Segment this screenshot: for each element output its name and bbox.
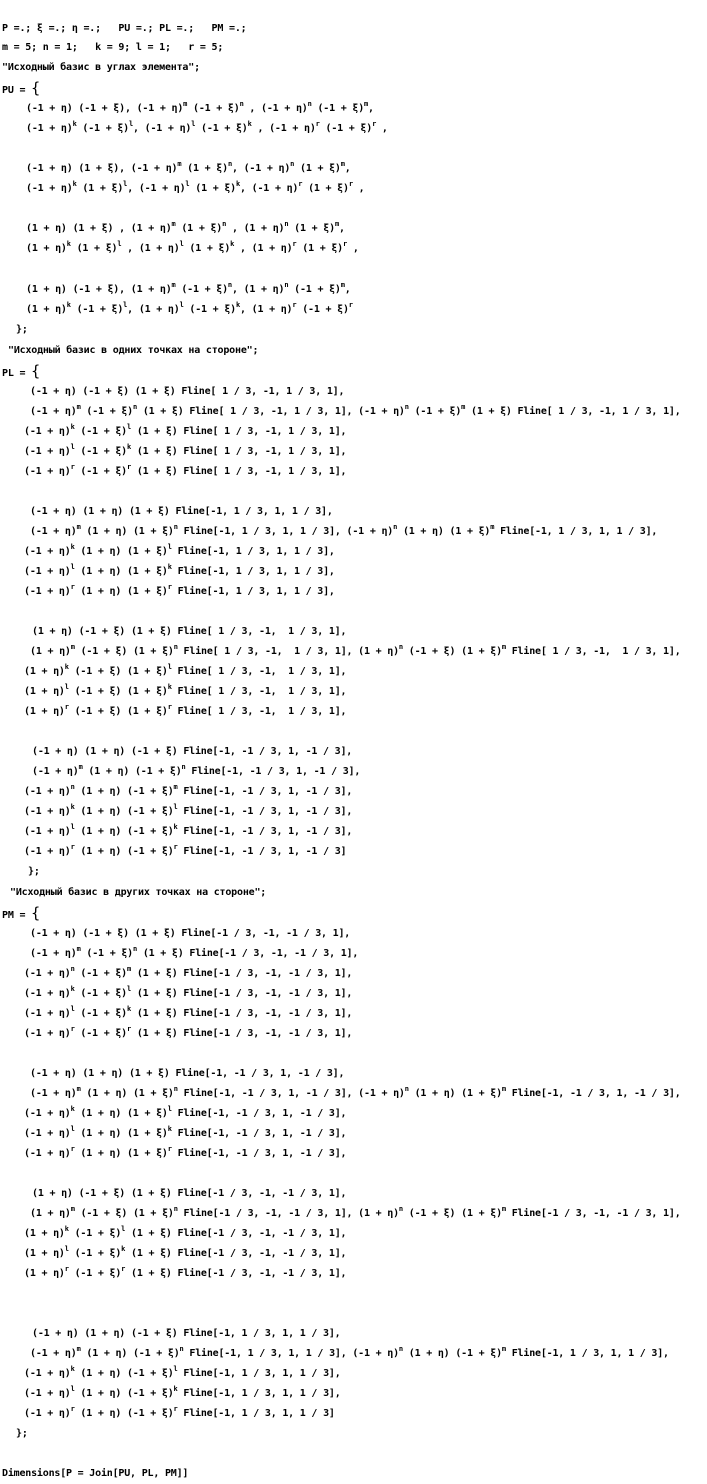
code-line: $(-1 + \eta)^l$ $(-1 + \xi)^k$ (1 + ξ) Fline[-1 / 3, -1, -1 / 3, 1], [24, 1004, 353, 1019]
code-line: $(-1 + \eta)^l$ $(-1 + \xi)^k$ (1 + ξ) Fline[ 1 / 3, -1, 1 / 3, 1], [24, 442, 347, 457]
code-line: $(-1 + \eta)^k$ $(-1 + \xi)^l$, $(-1 + \eta)^l$ $(-1 + \xi)^k$ , $(-1 + \eta)^r$ $(-1 + \xi)^r$ , [26, 119, 388, 134]
code-line: PU = { [2, 79, 40, 97]
code-line: "Исходный базис в других точках на стороне"; [10, 887, 267, 898]
code-line: $(-1 + \eta)^k$ (1 + η) $(-1 + \xi)^l$ Fline[-1, -1 / 3, 1, -1 / 3], [24, 802, 353, 817]
code-line: $(-1 + \eta)^r$ (1 + η) $(-1 + \xi)^r$ Fline[-1, 1 / 3, 1, 1 / 3] [24, 1404, 335, 1419]
code-line: $(-1 + \eta)^m$ (1 + η) $(-1 + \xi)^n$ Fline[-1, 1 / 3, 1, 1 / 3], $(-1 + \eta)^n$ (1 + η) $(-1 + \xi)^m$ Fline[-1, 1 / 3, 1, 1 / 3], [30, 1344, 669, 1359]
code-line: $(-1 + \eta)^k$ $(-1 + \xi)^l$ (1 + ξ) Fline[-1 / 3, -1, -1 / 3, 1], [24, 984, 353, 999]
code-line: (-1 + η) (-1 + ξ) (1 + ξ) Fline[-1 / 3, -1, -1 / 3, 1], [30, 928, 351, 939]
code-line: $(-1 + \eta)^m$ (1 + η) $(1 + \xi)^n$ Fline[-1, -1 / 3, 1, -1 / 3], $(-1 + \eta)^n$ (1 + η) $(1 + \xi)^m$ Fline[-1, -1 / 3, 1, -1 / 3], [30, 1084, 681, 1099]
code-line: m = 5; n = 1; k = 9; l = 1; r = 5; [2, 42, 224, 53]
code-line: $(1 + \eta)^m$ (-1 + ξ) $(1 + \xi)^n$ Fline[-1 / 3, -1, -1 / 3, 1], $(1 + \eta)^n$ (-1 + ξ) $(1 + \xi)^m$ Fline[-1 / 3, -1, -1 / 3, 1], [30, 1204, 681, 1219]
code-line: $(1 + \eta)^r$ $(-1 + \xi)^r$ (1 + ξ) Fline[-1 / 3, -1, -1 / 3, 1], [24, 1264, 347, 1279]
code-line: (-1 + η) (1 + η) (-1 + ξ) Fline[-1, 1 / 3, 1, 1 / 3], [32, 1328, 341, 1339]
code-line: $(1 + \eta)^l$ $(-1 + \xi)^k$ (1 + ξ) Fline[-1 / 3, -1, -1 / 3, 1], [24, 1244, 347, 1259]
code-line: }; [16, 324, 28, 335]
code-line: $(-1 + \eta)^l$ (1 + η) $(-1 + \xi)^k$ Fline[-1, 1 / 3, 1, 1 / 3], [24, 1384, 341, 1399]
code-line: }; [16, 1428, 28, 1439]
code-line: $(-1 + \eta)^m$ $(-1 + \xi)^n$ (1 + ξ) Fline[ 1 / 3, -1, 1 / 3, 1], $(-1 + \eta)^n$ $(-1 + \xi)^m$ (1 + ξ) Fline[ 1 / 3, -1, 1 / 3, 1], [30, 402, 681, 417]
code-line: $(-1 + \eta)^k$ (1 + η) $(1 + \xi)^l$ Fline[-1, -1 / 3, 1, -1 / 3], [24, 1104, 347, 1119]
code-line: $(-1 + \eta)^m$ (1 + η) $(-1 + \xi)^n$ Fline[-1, -1 / 3, 1, -1 / 3], [32, 762, 361, 777]
code-line: $(1 + \eta)^l$ (-1 + ξ) $(1 + \xi)^k$ Fline[ 1 / 3, -1, 1 / 3, 1], [24, 682, 347, 697]
code-line: $(1 + \eta)^r$ (-1 + ξ) $(1 + \xi)^r$ Fline[ 1 / 3, -1, 1 / 3, 1], [24, 702, 347, 717]
code-line: (-1 + η) (-1 + ξ), $(-1 + \eta)^m$ $(-1 + \xi)^n$ , $(-1 + \eta)^n$ $(-1 + \xi)^m$, [26, 99, 374, 114]
code-line: (1 + η) (-1 + ξ) (1 + ξ) Fline[ 1 / 3, -1, 1 / 3, 1], [32, 626, 347, 637]
code-line: PL = { [2, 362, 40, 380]
code-line: $(-1 + \eta)^m$ $(-1 + \xi)^n$ (1 + ξ) Fline[-1 / 3, -1, -1 / 3, 1], [30, 944, 359, 959]
code-line: $(-1 + \eta)^k$ (1 + η) $(1 + \xi)^l$ Fline[-1, 1 / 3, 1, 1 / 3], [24, 542, 335, 557]
code-line: "Исходный базис в углах элемента"; [2, 62, 200, 73]
code-line: $(1 + \eta)^k$ $(-1 + \xi)^l$ (1 + ξ) Fline[-1 / 3, -1, -1 / 3, 1], [24, 1224, 347, 1239]
code-line: (1 + η) (-1 + ξ), $(1 + \eta)^m$ $(-1 + \xi)^n$, $(1 + \eta)^n$ $(-1 + \xi)^m$, [26, 280, 351, 295]
code-line: $(-1 + \eta)^k$ $(-1 + \xi)^l$ (1 + ξ) Fline[ 1 / 3, -1, 1 / 3, 1], [24, 422, 347, 437]
code-line: (-1 + η) (-1 + ξ) (1 + ξ) Fline[ 1 / 3, -1, 1 / 3, 1], [30, 386, 345, 397]
code-line: $(-1 + \eta)^r$ (1 + η) $(-1 + \xi)^r$ Fline[-1, -1 / 3, 1, -1 / 3] [24, 842, 347, 857]
code-line: Dimensions[P = Join[PU, PL, PM]] [2, 1468, 189, 1479]
code-line: (-1 + η) (1 + η) (1 + ξ) Fline[-1, -1 / 3, 1, -1 / 3], [30, 1068, 345, 1079]
code-line: $(-1 + \eta)^m$ (1 + η) $(1 + \xi)^n$ Fline[-1, 1 / 3, 1, 1 / 3], $(-1 + \eta)^n$ (1 + η) $(1 + \xi)^m$ Fline[-1, 1 / 3, 1, 1 / 3], [30, 522, 658, 537]
code-line: P =.; ξ =.; η =.; PU =.; PL =.; PM =.; [2, 23, 247, 34]
code-line: $(-1 + \eta)^l$ (1 + η) $(1 + \xi)^k$ Fline[-1, -1 / 3, 1, -1 / 3], [24, 1124, 347, 1139]
code-line: $(1 + \eta)^k$ (-1 + ξ) $(1 + \xi)^l$ Fline[ 1 / 3, -1, 1 / 3, 1], [24, 662, 347, 677]
code-line: (1 + η) (-1 + ξ) (1 + ξ) Fline[-1 / 3, -1, -1 / 3, 1], [32, 1188, 347, 1199]
code-line: $(-1 + \eta)^r$ (1 + η) $(1 + \xi)^r$ Fline[-1, -1 / 3, 1, -1 / 3], [24, 1144, 347, 1159]
code-line: $(1 + \eta)^k$ $(1 + \xi)^l$ , $(1 + \eta)^l$ $(1 + \xi)^k$ , $(1 + \eta)^r$ $(1 + \xi)^r$ , [26, 239, 359, 254]
code-line: $(-1 + \eta)^n$ (1 + η) $(-1 + \xi)^m$ Fline[-1, -1 / 3, 1, -1 / 3], [24, 782, 353, 797]
code-line: $(-1 + \eta)^r$ (1 + η) $(1 + \xi)^r$ Fline[-1, 1 / 3, 1, 1 / 3], [24, 582, 335, 597]
code-line: (-1 + η) (1 + ξ), $(-1 + \eta)^m$ $(1 + \xi)^n$, $(-1 + \eta)^n$ $(1 + \xi)^m$, [26, 159, 351, 174]
code-line: PM = { [2, 904, 40, 922]
code-line: $(-1 + \eta)^l$ (1 + η) $(1 + \xi)^k$ Fline[-1, 1 / 3, 1, 1 / 3], [24, 562, 335, 577]
code-line: $(-1 + \eta)^r$ $(-1 + \xi)^r$ (1 + ξ) Fline[-1 / 3, -1, -1 / 3, 1], [24, 1024, 353, 1039]
code-line: (-1 + η) (1 + η) (-1 + ξ) Fline[-1, -1 / 3, 1, -1 / 3], [32, 746, 353, 757]
code-line: }; [28, 866, 40, 877]
code-line: $(-1 + \eta)^k$ (1 + η) $(-1 + \xi)^l$ Fline[-1, 1 / 3, 1, 1 / 3], [24, 1364, 341, 1379]
code-line: $(-1 + \eta)^l$ (1 + η) $(-1 + \xi)^k$ Fline[-1, -1 / 3, 1, -1 / 3], [24, 822, 353, 837]
code-line: $(1 + \eta)^k$ $(-1 + \xi)^l$, $(1 + \eta)^l$ $(-1 + \xi)^k$, $(1 + \eta)^r$ $(-1 + \xi)^r$ [26, 300, 353, 315]
code-line: (1 + η) (1 + ξ) , $(1 + \eta)^m$ $(1 + \xi)^n$ , $(1 + \eta)^n$ $(1 + \xi)^m$, [26, 219, 345, 234]
code-line: (-1 + η) (1 + η) (1 + ξ) Fline[-1, 1 / 3, 1, 1 / 3], [30, 506, 333, 517]
code-line: $(1 + \eta)^m$ (-1 + ξ) $(1 + \xi)^n$ Fline[ 1 / 3, -1, 1 / 3, 1], $(1 + \eta)^n$ (-1 + ξ) $(1 + \xi)^m$ Fline[ 1 / 3, -1, 1 / 3, 1], [30, 642, 681, 657]
code-line: $(-1 + \eta)^k$ $(1 + \xi)^l$, $(-1 + \eta)^l$ $(1 + \xi)^k$, $(-1 + \eta)^r$ $(1 + \xi)^r$ , [26, 179, 365, 194]
code-line: $(-1 + \eta)^r$ $(-1 + \xi)^r$ (1 + ξ) Fline[ 1 / 3, -1, 1 / 3, 1], [24, 462, 347, 477]
code-line: "Исходный базис в одних точках на стороне"; [8, 345, 259, 356]
code-line: $(-1 + \eta)^n$ $(-1 + \xi)^m$ (1 + ξ) Fline[-1 / 3, -1, -1 / 3, 1], [24, 964, 353, 979]
